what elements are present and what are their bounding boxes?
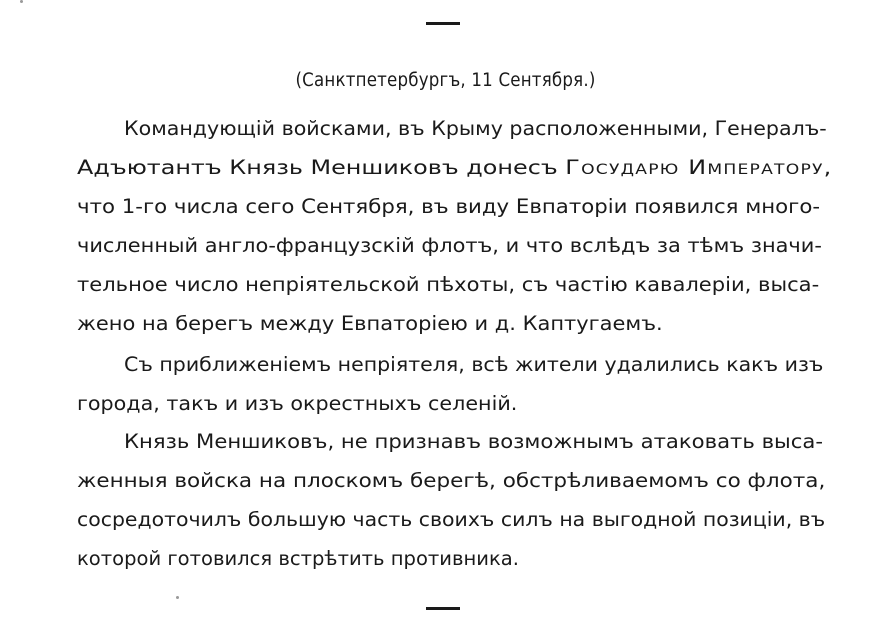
text-line — [77, 156, 831, 179]
top-rule — [426, 22, 460, 25]
text-line: тельное число непріятельской пѣхоты, съ частію кавалеріи, выса- — [77, 273, 820, 296]
bottom-rule — [426, 607, 460, 610]
text-line: численный англо-французскій флотъ, и что вслѣдъ за тѣмъ значи- — [77, 234, 822, 257]
text-line: Съ приближеніемъ непріятеля, всѣ жители удалились какъ изъ — [124, 353, 824, 376]
text-line: Командующій войсками, въ Крыму расположенными, Генералъ- — [124, 117, 827, 140]
scan-speck — [176, 596, 179, 599]
text-line: сосредоточилъ большую часть своихъ силъ на выгодной позиціи, въ — [77, 508, 826, 531]
text-line: что 1-го числа сего Сентября, въ виду Евпаторіи появился много- — [77, 195, 821, 218]
text-line: которой готовился встрѣтить противника. — [77, 547, 519, 570]
text-line: города, такъ и изъ окрестныхъ селеній. — [77, 392, 518, 415]
scan-speck — [20, 0, 23, 3]
emperor-title: Государю Императору — [565, 156, 824, 179]
text-line: жено на берегъ между Евпаторіею и д. Каптугаемъ. — [77, 312, 663, 335]
dateline-heading: (Санктпетербургъ, 11 Сентября.) — [295, 70, 596, 91]
text-line: женныя войска на плоскомъ берегѣ, обстрѣливаемомъ со флота, — [77, 469, 826, 492]
text-span: Адъютантъ Князь Меншиковъ донесъ — [77, 156, 566, 179]
text-line: Князь Меншиковъ, не признавъ возможнымъ атаковать выса- — [124, 430, 824, 453]
text-span: , — [823, 156, 832, 179]
